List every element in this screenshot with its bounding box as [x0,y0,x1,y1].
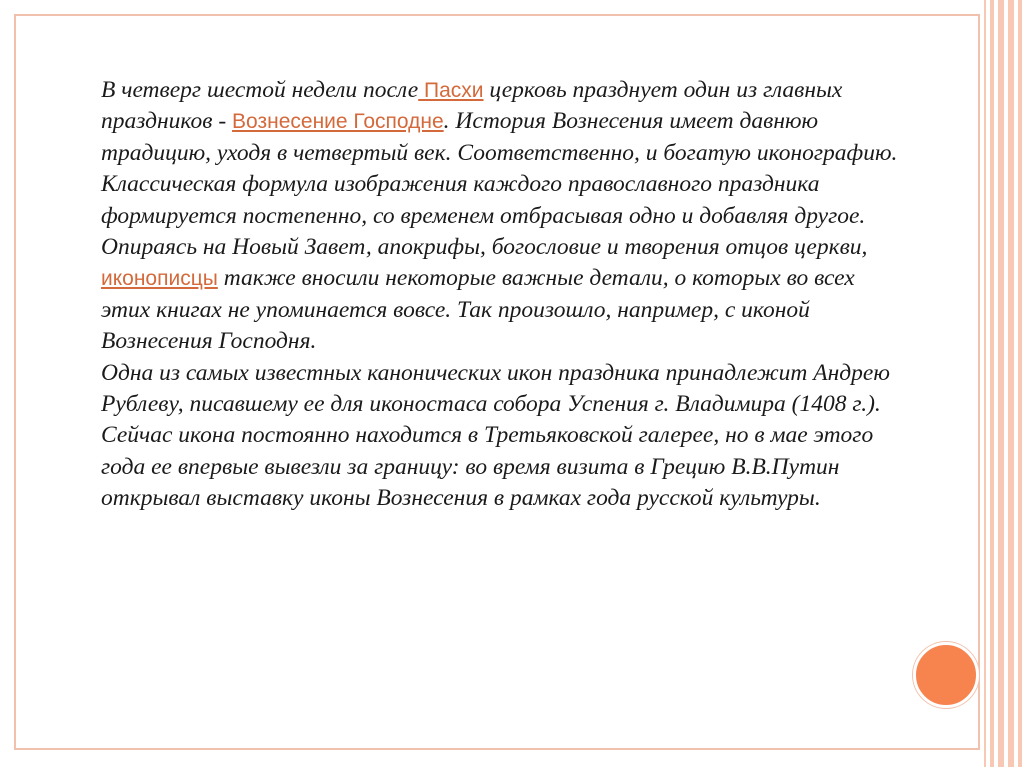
link-pascha[interactable]: Пасхи [418,79,484,102]
paragraph-1-middle: церковь празднует один из главных праздников - [101,77,843,135]
paragraph-1 [101,75,901,232]
decorative-stripes [980,0,1024,767]
stripe [984,0,986,767]
paragraph-1-start: В четверг шестой недели после [101,77,419,103]
paragraph-2-end: также вносили некоторые важные детали, о которых во всех этих книгах не упоминается вовсе. Так произошло, например, с иконой Вознесения Господня. [101,265,855,355]
body-text [101,75,901,515]
paragraph-2-start: Опираясь на Новый Завет, апокрифы, богословие и творения отцов церкви, [101,234,868,261]
decorative-circle [913,642,979,708]
stripe [1008,0,1014,767]
link-ascension[interactable]: Вознесение Господне [232,110,444,134]
paragraph-3: Одна из самых известных канонических икон праздника принадлежит Андрею Рублеву, писавшему ее для иконостаса собора Успения г. Владимира (1408 г.). Сейчас икона постоянно находится в Третьяковской галерее, но в мае этого года ее впервые вывезли за границу: во время визита в Грецию В.В.Путин открывал выставку иконы Вознесения в рамках года русской культуры. [101,359,890,512]
stripe [1018,0,1022,767]
stripe [998,0,1004,767]
link-iconographers[interactable]: иконописцы [101,267,218,291]
stripe [990,0,994,767]
paragraph-2 [101,232,901,358]
paragraph-1-end: . История Вознесения имеет давнюю традицию, уходя в четвертый век. Соответственно, и богатую иконографию. Классическая формула изображения каждого православного праздника формируется постепенно, со временем отбрасывая одно и добавляя другое. [101,108,898,229]
